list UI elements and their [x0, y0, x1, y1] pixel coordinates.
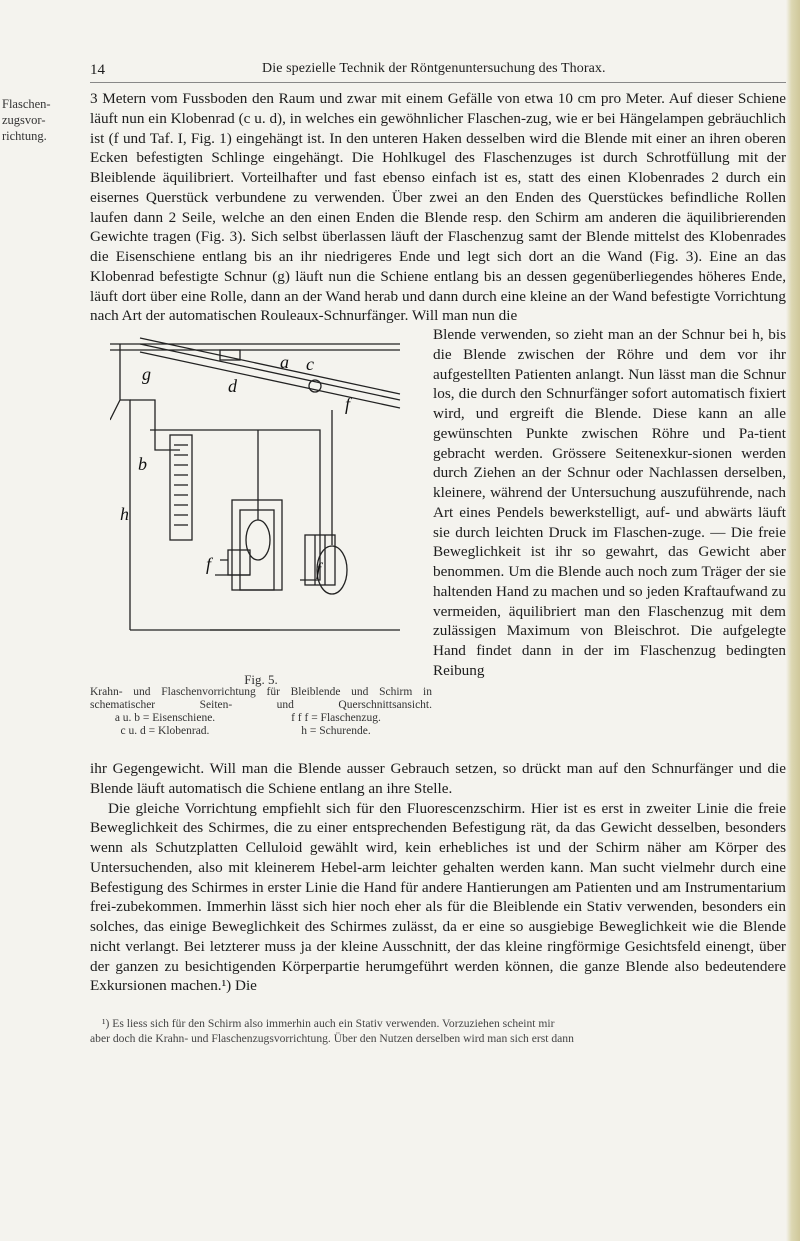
margin-note: Flaschen-zugsvor-richtung.: [2, 97, 51, 143]
paragraph-top-text: 3 Metern vom Fussboden den Raum und zwar mit einem Gefälle von etwa 10 cm pro Meter. Auf dieser Schiene läuft nun ein Klobenrad (c u. d), in welches ein gewöhnlicher Flaschen-zug, wie er bei Hängelampen gebräuchlich ist (f und Taf. I, Fig. 1) eingehängt ist. In den unteren Haken desselben wird die Blende mit einer an ihren oberen Ecken befestigten Schlinge eingehängt. Die Hohlkugel des Flaschenzuges ist durch Schrotfüllung mit der Bleiblende äquilibriert. Vorteilhafter und fast ebenso einfach ist es, statt des einen Klobenrades 2 durch ein eisernes Querstück verbundene zu verwenden. Über zwei an den Enden des Querstückes befindliche Rollen laufen dann 2 Seile, welche an den einen Enden die Blende resp. den Schirm am anderen die äquilibrierenden Gewichte tragen (Fig. 3). Sich selbst überlassen läuft der Flaschenzug samt der Blende mittelst des Klobenrades die Eisenschiene entlang bis an ihr niedrigeres Ende und legt sich dort an die Wand (Fig. 3). Eine an das Klobenrad befestigte Schnur (g) läuft nun die Schiene entlang bis an dessen gegenüberliegendes höheres Ende, läuft dort über eine Rolle, dann an der Wand herab und dann durch eine kleine an der Wand befestigte Vorrichtung nach Art der automatischen Rouleaux-Schnurfänger. Will man nun die: [90, 90, 786, 325]
header-rule: [90, 82, 786, 83]
label-b: b: [138, 454, 147, 474]
rail-incline: [140, 344, 400, 400]
figure-5-diagram: [110, 330, 420, 660]
label-c: c: [306, 354, 314, 374]
legend-item: f f f = Flaschenzug.: [291, 712, 381, 724]
figure-caption: [90, 673, 432, 738]
rail-incline: [140, 352, 400, 408]
rail-incline: [140, 338, 400, 394]
paragraph-right: [433, 325, 786, 681]
footnote-line-1: ¹) Es liess sich für den Schirm also immerhin auch ein Stativ verwenden. Vorzuziehen scheint mir: [102, 1017, 555, 1030]
legend-item: h = Schurende.: [301, 725, 371, 737]
right-pulley: [317, 546, 347, 594]
footnote: [90, 1016, 786, 1046]
page-number: 14: [90, 62, 105, 78]
page-edge-shading: [786, 0, 800, 1241]
paragraph-bottom-2: Die gleiche Vorrichtung empfiehlt sich für den Fluorescenzschirm. Hier ist es erst in zweiter Linie die freie Beweglichkeit des Schirmes, die zu einer entsprechenden Befestigung rät, da das Gewicht desselben, besonders wenn als Schutzplatten Celluloid gewählt wird, kein erhebliches ist und der Schirm näher am Körper des Untersuchenden, also mit kleinerem Hebel-arm leichter gehalten werden kann. Man sucht vielmehr durch eine Befestigung des Schirmes in erster Linie die Hand für andere Hantierungen am Patienten und am Instrumentarium frei-zubekommen. Immerhin lässt sich hier noch eher als für die Bleiblende ein Stativ verwenden, besonders ein solches, das einige Beweglichkeit des Schirmes zulässt, da er eine so ausgiebige Beweglichkeit wie die Blende nicht verlangt. Bei letzterer muss ja der kleine Ausschnitt, der das kleine ringförmige Gesichtsfeld einengt, über der ganzen zu besichtigenden Körperpartie herumgeführt werden können, die ganze Blende also bedeutendere Exkursionen machen.¹) Die: [90, 799, 786, 995]
paragraph-right-text: Blende verwenden, so zieht man an der Schnur bei h, bis die Blende zwischen der Röhre und dem vor ihr aufgestellten Patienten anlangt. Nun lässt man die Schnur los, die durch den Schnurfänger sofort automatisch fixiert wird, und ergreift die Blende. Diese kann an alle gewünschten Punkte zwischen Röhre und Pa-tient gebracht werden. Grössere Seitenexkur-sionen werden durch Ziehen an der Schnur oder Nachlassen derselben, kleinere, während der Untersuchung auszuführende, nach Art eines Pendels bewerkstelligt, auf- und abwärts läuft sie durch leichten Druck im Flaschen-zuge. — Die freie Beweglichkeit ist ihr so gewahrt, das Gewicht aber benommen. Um die Blende auch noch zum Träger der sie haltenden Hand zu machen und so jeden Kraftaufwand zu vermeiden, äquilibriert man den Flaschenzug mit dem zulässigen Maximum von Bleischrot. Die aufgelegte Hand findet dann in der im Flaschenzug bedingten Reibung: [433, 326, 786, 679]
lower-block: [228, 550, 250, 575]
label-f-right: f: [345, 394, 351, 414]
caption-legend: [90, 712, 432, 738]
blende-block: [170, 435, 192, 540]
label-d: d: [228, 376, 237, 396]
paragraph-bottom: [90, 759, 786, 996]
left-rope: [130, 400, 180, 450]
label-h: h: [120, 504, 129, 524]
label-g: g: [142, 364, 151, 384]
legend-item: a u. b = Eisenschiene.: [114, 712, 216, 724]
caption-title: Fig. 5.: [244, 672, 278, 687]
paragraph-top: [90, 89, 786, 326]
left-frame: [110, 344, 130, 630]
footnote-line-2: aber doch die Krahn- und Flaschenzugsvorrichtung. Über den Nutzen derselben wird man sich erst dann: [90, 1032, 574, 1045]
running-title: Die spezielle Technik der Röntgenuntersuchung des Thorax.: [262, 61, 606, 76]
label-f-lower: f: [206, 554, 212, 574]
label-f-inner: f: [316, 559, 322, 579]
caption-text: Krahn- und Flaschenvorrichtung für Bleiblende und Schirm in schematischer Seiten- und Querschnittsansicht.: [90, 686, 432, 711]
legend-item: c u. d = Klobenrad.: [120, 725, 210, 737]
paragraph-bottom-1: ihr Gegengewicht. Will man die Blende ausser Gebrauch setzen, so drückt man auf den Schnurfänger und die Blende läuft automatisch die Schiene entlang an ihre Stelle.: [90, 760, 786, 797]
label-a: a: [280, 352, 289, 372]
